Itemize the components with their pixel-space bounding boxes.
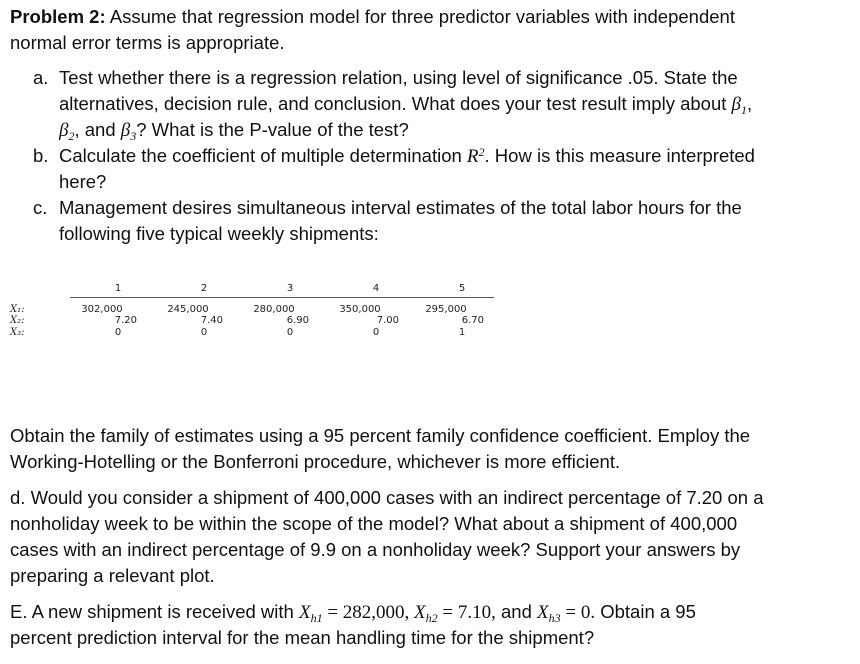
and-word: and bbox=[84, 119, 116, 140]
table-cell: 0 bbox=[114, 327, 122, 338]
problem-text-line-2: normal error terms is appropriate. bbox=[10, 32, 285, 53]
column-header: 5 bbox=[458, 283, 466, 294]
part-a-line-1: Test whether there is a regression relation, using level of significance .05. State the bbox=[59, 67, 738, 88]
part-b-line-1-text: Calculate the coefficient of multiple determination bbox=[59, 145, 462, 166]
part-d-line-2: nonholiday week to be within the scope of the model? What about a shipment of 400,000 bbox=[10, 513, 738, 534]
beta-2: $\beta_2$ bbox=[59, 120, 75, 143]
row-label: X₁: bbox=[10, 304, 25, 315]
table-cell: 0 bbox=[286, 327, 294, 338]
problem-text: Assume that regression model for three predictor variables with independent bbox=[109, 6, 735, 27]
x-h3-value: = 0. bbox=[560, 602, 596, 623]
part-e-line-2: percent prediction interval for the mean handling time for the shipment? bbox=[10, 627, 595, 648]
part-c-line-2: following five typical weekly shipments: bbox=[59, 223, 379, 244]
shipments-table bbox=[10, 283, 490, 353]
x-h1: $X_{h1}$ bbox=[298, 602, 323, 625]
row-label: X₃: bbox=[10, 327, 25, 338]
part-c-marker: c. bbox=[33, 197, 48, 218]
part-a-line-3-text: ? What is the P-value of the test? bbox=[136, 119, 409, 140]
table-cell: 350,000 bbox=[339, 304, 381, 315]
part-b-marker: b. bbox=[33, 145, 49, 166]
table-cell: 1 bbox=[458, 327, 466, 338]
problem-heading-line bbox=[10, 4, 735, 30]
part-d-line-1: d. Would you consider a shipment of 400,000 cases with an indirect percentage of 7.20 on a bbox=[10, 487, 764, 508]
beta-3: $\beta_3$ bbox=[120, 120, 137, 143]
r-squared: $R^2$ bbox=[466, 145, 485, 167]
part-c-line-1: Management desires simultaneous interval estimates of the total labor hours for the bbox=[59, 197, 742, 218]
table-cell: 0 bbox=[372, 327, 380, 338]
table-rule bbox=[70, 297, 494, 298]
part-e-text: E. A new shipment is received with bbox=[10, 601, 294, 622]
row-label: X₂: bbox=[10, 315, 25, 326]
x-h1-value: = 282,000, bbox=[322, 602, 415, 623]
table-cell: 7.00 bbox=[376, 315, 399, 326]
family-line-1: Obtain the family of estimates using a 95 percent family confidence coefficient. Employ the bbox=[10, 425, 751, 446]
family-line-2: Working-Hotelling or the Bonferroni procedure, whichever is more efficient. bbox=[10, 451, 621, 472]
part-e-text-post: Obtain a 95 bbox=[600, 601, 696, 622]
table-cell: 0 bbox=[200, 327, 208, 338]
part-a-line-3: $\beta_2$, and $\beta_3$? What is the P-value of the test? bbox=[59, 119, 409, 143]
table-cell: 295,000 bbox=[425, 304, 467, 315]
column-header: 1 bbox=[114, 283, 122, 294]
x-h2-value: = 7.10, bbox=[437, 602, 496, 623]
table-cell: 280,000 bbox=[253, 304, 295, 315]
part-e-line-1 bbox=[10, 599, 696, 626]
part-b-line-2: here? bbox=[59, 171, 107, 192]
problem-label: Problem 2: bbox=[10, 6, 106, 27]
beta-1: $\beta_1$ bbox=[731, 94, 747, 117]
x-h2: $X_{h2}$ bbox=[414, 602, 438, 625]
table-cell: 6.70 bbox=[461, 315, 484, 326]
and-word: and bbox=[501, 601, 532, 622]
part-d-line-3: cases with an indirect percentage of 9.9 on a nonholiday week? Support your answers by bbox=[10, 539, 741, 560]
part-b-line-1 bbox=[59, 143, 755, 170]
part-b-line-1-post: . How is this measure interpreted bbox=[484, 145, 755, 166]
table-cell: 302,000 bbox=[81, 304, 123, 315]
part-a-marker: a. bbox=[33, 67, 49, 88]
column-header: 3 bbox=[286, 283, 294, 294]
column-header: 4 bbox=[372, 283, 380, 294]
table-cell: 7.40 bbox=[200, 315, 223, 326]
part-a-line-2-text: alternatives, decision rule, and conclusion. What does your test result imply about bbox=[59, 93, 727, 114]
part-d-line-4: preparing a relevant plot. bbox=[10, 565, 215, 586]
x-h3: $X_{h3}$ bbox=[537, 602, 561, 625]
column-header: 2 bbox=[200, 283, 208, 294]
part-a-line-2: alternatives, decision rule, and conclusion. What does your test result imply about $\beta_1$, bbox=[59, 93, 753, 117]
table-cell: 7.20 bbox=[114, 315, 137, 326]
table-cell: 6.90 bbox=[286, 315, 309, 326]
table-cell: 245,000 bbox=[167, 304, 209, 315]
